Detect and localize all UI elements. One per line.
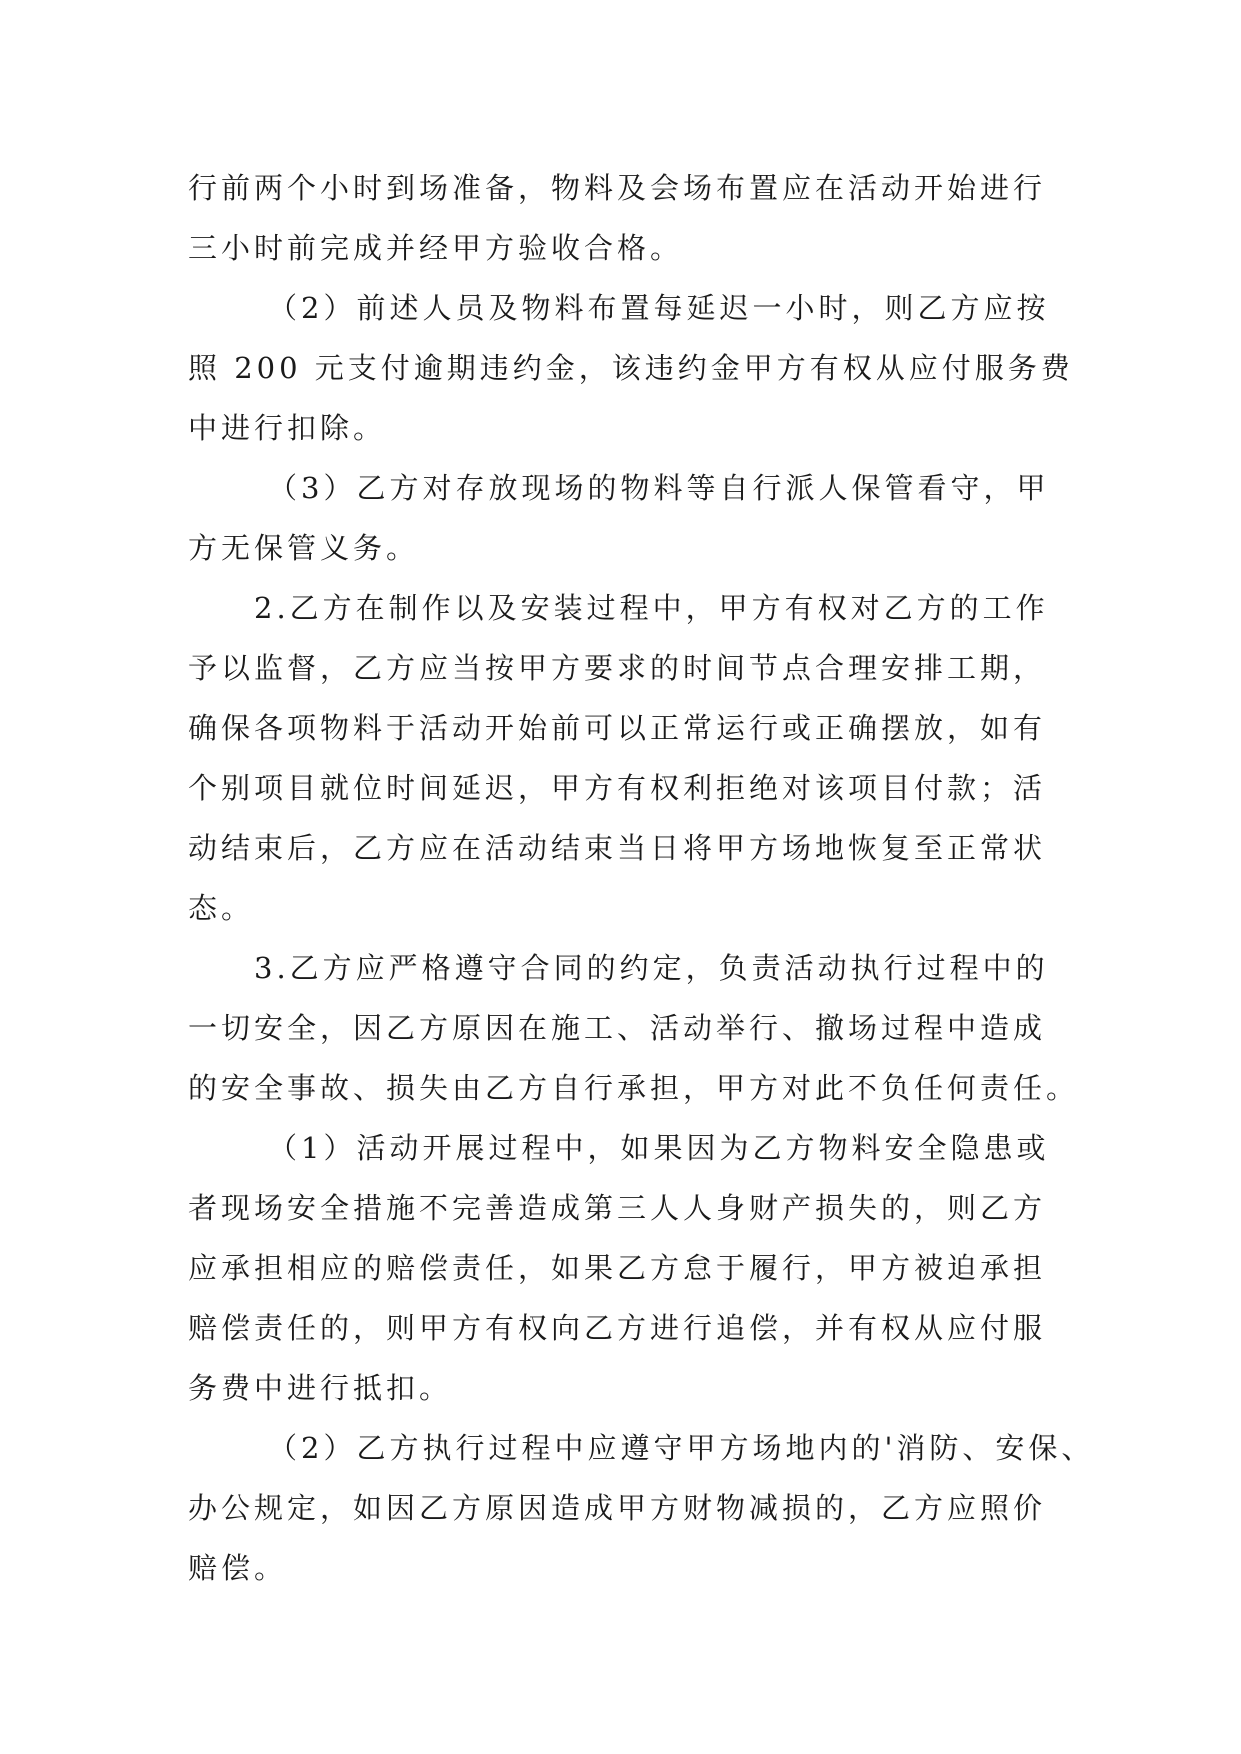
text-line: 2.乙方在制作以及安装过程中，甲方有权对乙方的工作 [254,591,1049,625]
text-line: 确保各项物料于活动开始前可以正常运行或正确摆放，如有 [188,711,1047,745]
text-line: 3.乙方应严格遵守合同的约定，负责活动执行过程中的 [254,951,1049,985]
text-line: 中进行扣除。 [188,411,387,445]
text-line: 赔偿责任的，则甲方有权向乙方进行追偿，并有权从应付服 [188,1311,1047,1345]
document-body [188,158,1095,1598]
text-line: 方无保管义务。 [188,531,420,565]
text-line: 态。 [188,891,255,925]
text-line: 办公规定，如因乙方原因造成甲方财物减损的，乙方应照价 [188,1491,1047,1525]
text-line: 动结束后，乙方应在活动结束当日将甲方场地恢复至正常状 [188,831,1047,865]
text-line: 者现场安全措施不完善造成第三人人身财产损失的，则乙方 [188,1191,1047,1225]
text-line: 一切安全，因乙方原因在施工、活动举行、撤场过程中造成 [188,1011,1047,1045]
text-line: 赔偿。 [188,1551,288,1585]
text-line: 应承担相应的赔偿责任，如果乙方怠于履行，甲方被迫承担 [188,1251,1047,1285]
text-line: （2）乙方执行过程中应遵守甲方场地内的'消防、安保、 [268,1431,1095,1465]
text-line: 务费中进行抵扣。 [188,1371,453,1405]
text-line: 照 200 元支付逾期违约金，该违约金甲方有权从应付服务费 [188,351,1074,385]
text-line: （1）活动开展过程中，如果因为乙方物料安全隐患或 [268,1131,1050,1165]
text-line: 行前两个小时到场准备，物料及会场布置应在活动开始进行 [188,171,1047,205]
text-line: （3）乙方对存放现场的物料等自行派人保管看守，甲 [268,471,1050,505]
text-line: （2）前述人员及物料布置每延迟一小时，则乙方应按 [268,291,1050,325]
text-line: 予以监督，乙方应当按甲方要求的时间节点合理安排工期， [188,651,1047,685]
text-line: 个别项目就位时间延迟，甲方有权利拒绝对该项目付款；活 [188,771,1047,805]
text-line: 的安全事故、损失由乙方自行承担，甲方对此不负任何责任。 [188,1071,1080,1105]
text-line: 三小时前完成并经甲方验收合格。 [188,231,684,265]
